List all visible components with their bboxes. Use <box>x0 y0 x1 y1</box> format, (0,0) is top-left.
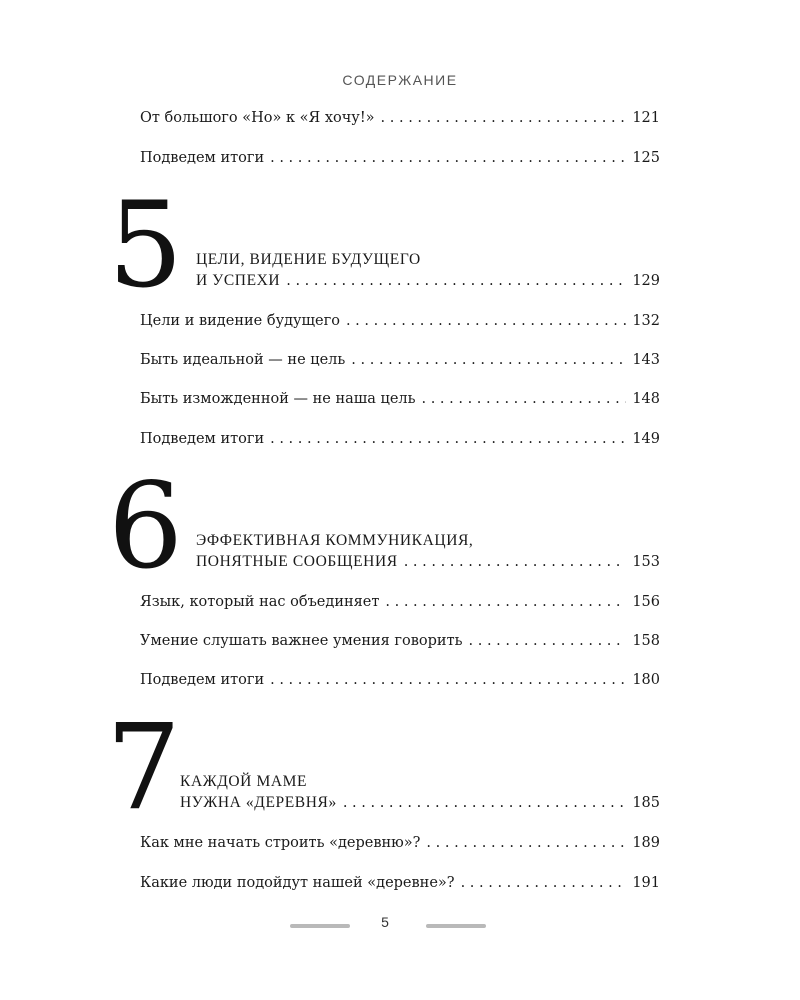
toc-entry[interactable] <box>140 311 660 331</box>
chapter-number: 5 <box>108 176 184 314</box>
dot-leader <box>270 429 626 449</box>
dot-leader <box>426 833 626 853</box>
toc-entry-page: 189 <box>632 835 660 851</box>
dot-leader <box>351 350 626 370</box>
chapter-heading[interactable] <box>180 793 660 813</box>
toc-entry-title: Быть изможденной — не наша цель <box>140 391 416 407</box>
toc-entry-title: Цели и видение будущего <box>140 313 340 329</box>
chapter-title-line: ЦЕЛИ, ВИДЕНИЕ БУДУЩЕГО <box>196 251 421 268</box>
footer-ornament-right <box>426 924 486 928</box>
toc-entry-page: 125 <box>632 150 660 166</box>
toc-entry-page: 180 <box>632 672 660 688</box>
chapter-title-line: ПОНЯТНЫЕ СООБЩЕНИЯ <box>196 553 398 570</box>
toc-entry[interactable] <box>140 108 660 128</box>
toc-entry[interactable] <box>140 873 660 893</box>
dot-leader <box>346 311 626 331</box>
dot-leader <box>461 873 627 893</box>
toc-entry-title: Быть идеальной — не цель <box>140 352 346 368</box>
toc-entry-page: 191 <box>632 875 660 891</box>
toc-entry-title: Язык, который нас объединяет <box>140 594 380 610</box>
toc-entry-page: 132 <box>632 313 660 329</box>
dot-leader <box>404 552 627 572</box>
footer-ornament-left <box>290 924 350 928</box>
toc-entry[interactable] <box>140 670 660 690</box>
chapter-title-line: ЭФФЕКТИВНАЯ КОММУНИКАЦИЯ, <box>196 532 474 549</box>
chapter-title-line: НУЖНА «ДЕРЕВНЯ» <box>180 794 337 811</box>
toc-entry-page: 156 <box>632 594 660 610</box>
chapter-page: 153 <box>632 554 660 570</box>
toc-entry[interactable] <box>140 592 660 612</box>
page-number: 5 <box>381 914 389 930</box>
toc-entry-title: Какие люди подойдут нашей «деревне»? <box>140 875 455 891</box>
chapter-number: 7 <box>106 698 182 836</box>
dot-leader <box>422 389 627 409</box>
dot-leader <box>286 271 626 291</box>
chapter-heading[interactable] <box>196 271 660 291</box>
toc-entry-title: Как мне начать строить «деревню»? <box>140 835 421 851</box>
dot-leader <box>469 631 627 651</box>
toc-entry[interactable] <box>140 833 660 853</box>
toc-entry[interactable] <box>140 350 660 370</box>
toc-entry-page: 158 <box>632 633 660 649</box>
chapter-title-line: КАЖДОЙ МАМЕ <box>180 773 308 790</box>
toc-entry-page: 148 <box>632 391 660 407</box>
dot-leader <box>343 793 626 813</box>
chapter-heading[interactable] <box>196 552 660 572</box>
page-header: СОДЕРЖАНИЕ <box>342 72 458 88</box>
toc-entry-title: Подведем итоги <box>140 431 265 447</box>
toc-entry[interactable] <box>140 389 660 409</box>
toc-entry-title: Умение слушать важнее умения говорить <box>140 633 463 649</box>
toc-entry[interactable] <box>140 429 660 449</box>
page-footer <box>0 914 800 938</box>
toc-entry-page: 143 <box>632 352 660 368</box>
dot-leader <box>270 148 626 168</box>
chapter-page: 129 <box>632 273 660 289</box>
toc-entry-title: Подведем итоги <box>140 672 265 688</box>
dot-leader <box>270 670 626 690</box>
toc-entry-page: 121 <box>632 110 660 126</box>
toc-entry-page: 149 <box>632 431 660 447</box>
toc-entry[interactable] <box>140 631 660 651</box>
chapter-title-line: И УСПЕХИ <box>196 272 281 289</box>
toc-entry[interactable] <box>140 148 660 168</box>
chapter-number: 6 <box>108 457 184 595</box>
toc-entry-title: От большого «Но» к «Я хочу!» <box>140 110 375 126</box>
chapter-page: 185 <box>632 795 660 811</box>
toc-entry-title: Подведем итоги <box>140 150 265 166</box>
dot-leader <box>381 108 627 128</box>
dot-leader <box>385 592 626 612</box>
